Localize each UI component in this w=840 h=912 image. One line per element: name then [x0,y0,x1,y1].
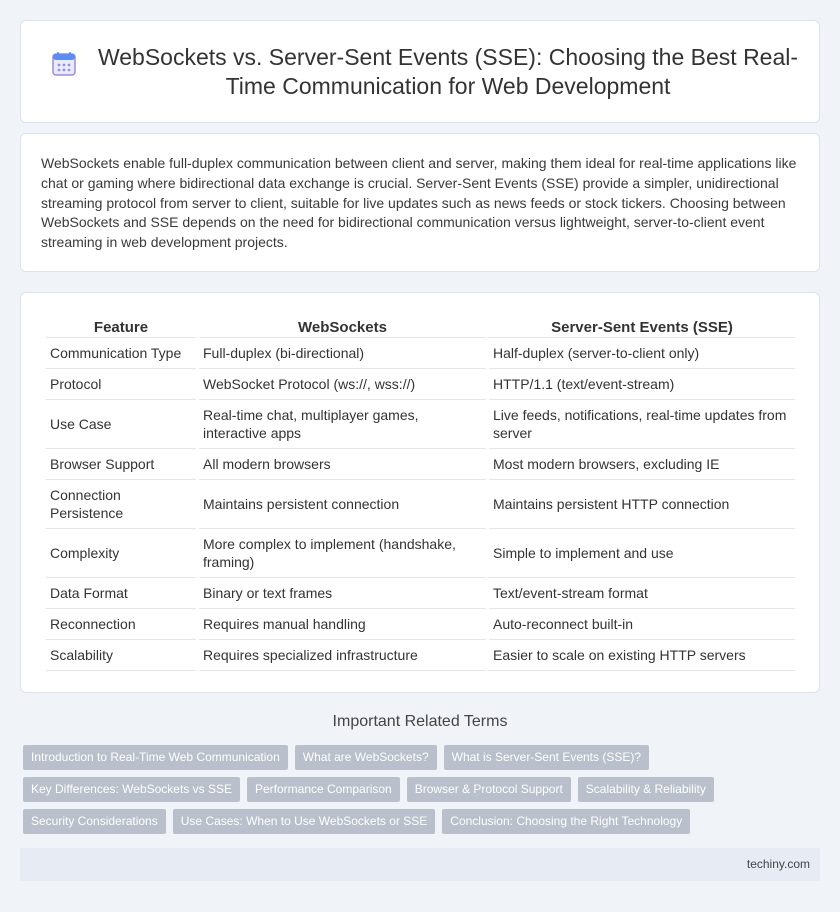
calendar-icon [51,51,77,77]
table-row [46,609,795,640]
tag-security[interactable]: Security Considerations [23,809,166,834]
sse-cell: Simple to implement and use [489,529,795,578]
tag-what-sse[interactable]: What is Server-Sent Events (SSE)? [444,745,649,770]
footer-site[interactable]: techiny.com [746,857,810,871]
feature-cell: Connection Persistence [46,480,196,529]
websockets-cell: Binary or text frames [199,578,486,609]
sse-cell: Half-duplex (server-to-client only) [489,338,795,369]
table-row [46,400,795,449]
table-row [46,480,795,529]
feature-cell: Complexity [46,529,196,578]
websockets-cell: Maintains persistent connection [199,480,486,529]
websockets-cell: Full-duplex (bi-directional) [199,338,486,369]
tag-scalability[interactable]: Scalability & Reliability [578,777,714,802]
comparison-table [43,317,798,671]
sse-cell: Easier to scale on existing HTTP servers [489,640,795,671]
tag-use-cases[interactable]: Use Cases: When to Use WebSockets or SSE [173,809,436,834]
sse-cell: Auto-reconnect built-in [489,609,795,640]
websockets-cell: WebSocket Protocol (ws://, wss://) [199,369,486,400]
websockets-cell: Requires manual handling [199,609,486,640]
websockets-cell: All modern browsers [199,449,486,480]
table-row [46,529,795,578]
table-row [46,449,795,480]
table-row [46,338,795,369]
feature-cell: Data Format [46,578,196,609]
tag-row [23,809,723,834]
feature-cell: Browser Support [46,449,196,480]
tag-performance[interactable]: Performance Comparison [247,777,400,802]
feature-cell: Protocol [46,369,196,400]
related-terms-title: Important Related Terms [332,713,508,730]
table-header-row [46,317,795,338]
websockets-cell: More complex to implement (handshake, framing) [199,529,486,578]
footer [20,848,820,881]
page-title: WebSockets vs. Server-Sent Events (SSE): Choosing the Best Real-Time Communication for Web Development [97,43,799,99]
sse-cell: Most modern browsers, excluding IE [489,449,795,480]
sse-cell: Live feeds, notifications, real-time updates from server [489,400,795,449]
tag-browser-support[interactable]: Browser & Protocol Support [407,777,571,802]
sse-cell: HTTP/1.1 (text/event-stream) [489,369,795,400]
feature-cell: Use Case [46,400,196,449]
header-sse: Server-Sent Events (SSE) [489,317,795,338]
related-terms-tags [23,745,723,841]
table-row [46,369,795,400]
websockets-cell: Real-time chat, multiplayer games, interactive apps [199,400,486,449]
header-card [20,20,820,123]
intro-paragraph: WebSockets enable full-duplex communication between client and server, making them ideal for real-time applications like chat or gaming where bidirectional data exchange is crucial. Server-Sent Events (SSE) provide a simpler, unidirectional streaming protocol from server to client, suitable for live updates such as news feeds or stock tickers. Choosing between WebSockets and SSE depends on the need for bidirectional communication versus lightweight, server-to-client event streaming in web development projects. [41,155,797,251]
sse-cell: Text/event-stream format [489,578,795,609]
feature-cell: Reconnection [46,609,196,640]
feature-cell: Communication Type [46,338,196,369]
tag-what-websockets[interactable]: What are WebSockets? [295,745,437,770]
tag-intro-realtime[interactable]: Introduction to Real-Time Web Communication [23,745,288,770]
websockets-cell: Requires specialized infrastructure [199,640,486,671]
tag-row [23,777,723,802]
header-websockets: WebSockets [199,317,486,338]
header-feature: Feature [46,317,196,338]
table-row [46,640,795,671]
sse-cell: Maintains persistent HTTP connection [489,480,795,529]
comparison-card [20,292,820,693]
intro-card [20,133,820,272]
table-row [46,578,795,609]
tag-row [23,745,723,770]
feature-cell: Scalability [46,640,196,671]
tag-key-differences[interactable]: Key Differences: WebSockets vs SSE [23,777,240,802]
tag-conclusion[interactable]: Conclusion: Choosing the Right Technology [442,809,690,834]
